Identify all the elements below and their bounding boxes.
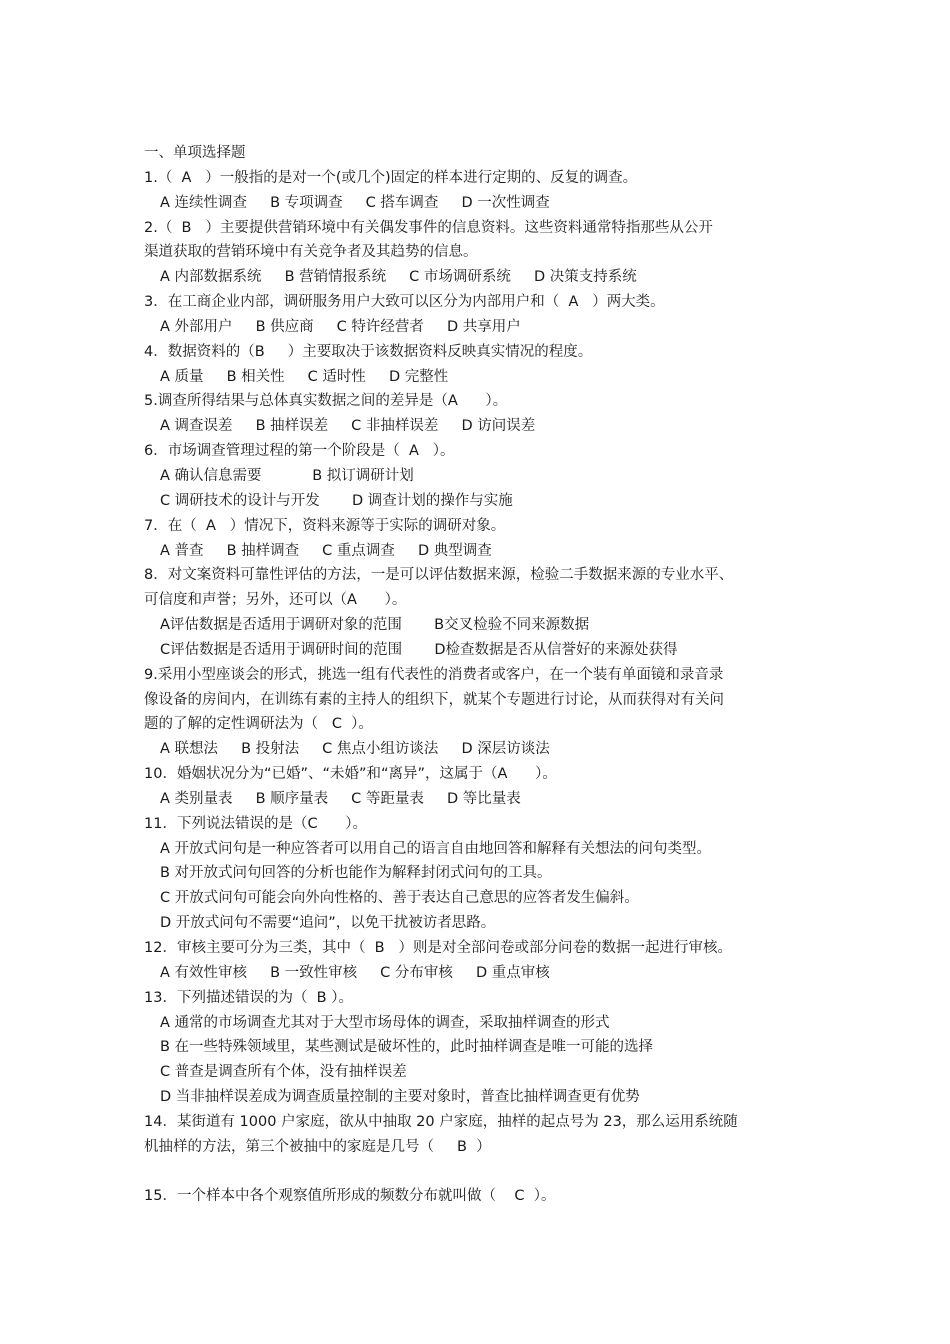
- question-12: 12．审核主要可分为三类，其中（ B ）则是对全部问卷或部分问卷的数据一起进行审核。: [144, 940, 732, 956]
- section-heading: 一、单项选择题: [144, 145, 246, 161]
- question-14: 14．某街道有 1000 户家庭，欲从中抽取 20 户家庭，抽样的起点号为 23，那么运用系统随: [144, 1113, 738, 1130]
- question-11-option-d: D 开放式问句不需要“追问”，以免干扰被访者思路。: [160, 915, 496, 932]
- question-8: 8．对文案资料可靠性评估的方法，一是可以评估数据来源，检验二手数据来源的专业水平、: [144, 567, 734, 584]
- question-13-option-b: B 在一些特殊领域里，某些测试是破坏性的，此时抽样调查是唯一可能的选择: [160, 1039, 654, 1056]
- question-10-options: A 类别量表 B 顺序量表 C 等距量表 D 等比量表: [160, 790, 521, 807]
- question-3-options: A 外部用户 B 供应商 C 特许经营者 D 共享用户: [160, 318, 521, 335]
- question-8-options-cd: C评估数据是否适用于调研时间的范围 D检查数据是否从信誉好的来源处获得: [160, 641, 678, 658]
- question-5: 5.调查所得结果与总体真实数据之间的差异是（A ）。: [144, 393, 508, 410]
- blank-line: [144, 1160, 814, 1185]
- question-6-options-cd: C 调研技术的设计与开发 D 调查计划的操作与实施: [160, 492, 513, 509]
- question-11-option-a: A 开放式问句是一种应答者可以用自己的语言自由地回答和解释有关想法的问句类型。: [160, 840, 712, 857]
- question-4-options: A 质量 B 相关性 C 适时性 D 完整性: [160, 368, 449, 385]
- question-1: 1.（ A ）一般指的是对一个(或几个)固定的样本进行定期的、反复的调查。: [144, 169, 638, 186]
- question-15: 15．一个样本中各个观察值所形成的频数分布就叫做（ C ）。: [144, 1188, 556, 1205]
- question-1-options: A 连续性调查 B 专项调查 C 搭车调查 D 一次性调查: [160, 194, 550, 211]
- question-14-cont: 机抽样的方法，第三个被抽中的家庭是几号（ B ）: [144, 1138, 491, 1155]
- question-11-option-c: C 开放式问句可能会向外向性格的、善于表达自己意思的应答者发生偏斜。: [160, 890, 639, 907]
- question-9-options: A 联想法 B 投射法 C 焦点小组访谈法 D 深层访谈法: [160, 741, 550, 758]
- question-11-option-b: B 对开放式问句回答的分析也能作为解释封闭式问句的工具。: [160, 865, 552, 882]
- question-2-options: A 内部数据系统 B 营销情报系统 C 市场调研系统 D 决策支持系统: [160, 269, 637, 286]
- question-6-options-ab: A 确认信息需要 B 拟订调研计划: [160, 467, 414, 484]
- question-9: 9.采用小型座谈会的形式，挑选一组有代表性的消费者或客户，在一个装有单面镜和录音录: [144, 666, 724, 683]
- question-7: 7．在（ A ）情况下，资料来源等于实际的调研对象。: [144, 517, 506, 534]
- question-2-cont: 渠道获取的营销环境中有关竞争者及其趋势的信息。: [144, 244, 478, 261]
- question-4: 4．数据资料的（B ）主要取决于该数据资料反映真实情况的程度。: [144, 343, 593, 360]
- question-7-options: A 普查 B 抽样调查 C 重点调查 D 典型调查: [160, 542, 492, 559]
- question-11: 11．下列说法错误的是（C ）。: [144, 815, 367, 832]
- question-12-options: A 有效性审核 B 一致性审核 C 分布审核 D 重点审核: [160, 964, 550, 981]
- question-6: 6．市场调查管理过程的第一个阶段是（ A ）。: [144, 443, 455, 460]
- question-2: 2.（ B ）主要提供营销环境中有关偶发事件的信息资料。这些资料通常特指那些从公开: [144, 219, 713, 236]
- document-page: [144, 141, 814, 1209]
- question-9-cont-1: 像设备的房间内，在训练有素的主持人的组织下，就某个专题进行讨论，从而获得对有关问: [144, 691, 724, 708]
- question-5-options: A 调查误差 B 抽样误差 C 非抽样误差 D 访问误差: [160, 418, 536, 435]
- question-8-options-ab: A评估数据是否适用于调研对象的范围 B交叉检验不同来源数据: [160, 617, 590, 634]
- question-13-option-c: C 普查是调查所有个体，没有抽样误差: [160, 1064, 407, 1081]
- question-10: 10．婚姻状况分为“已婚”、“未婚”和“离异”，这属于（A ）。: [144, 766, 557, 783]
- question-8-cont: 可信度和声誉；另外，还可以（A ）。: [144, 592, 407, 609]
- question-13-option-a: A 通常的市场调查尤其对于大型市场母体的调查，采取抽样调查的形式: [160, 1014, 610, 1031]
- question-13-option-d: D 当非抽样误差成为调查质量控制的主要对象时，普查比抽样调查更有优势: [160, 1089, 640, 1106]
- question-13: 13．下列描述错误的为（ B ）。: [144, 989, 353, 1006]
- question-9-cont-2: 题的了解的定性调研法为（ C ）。: [144, 716, 373, 733]
- question-3: 3．在工商企业内部，调研服务用户大致可以区分为内部用户和（ A ）两大类。: [144, 294, 665, 311]
